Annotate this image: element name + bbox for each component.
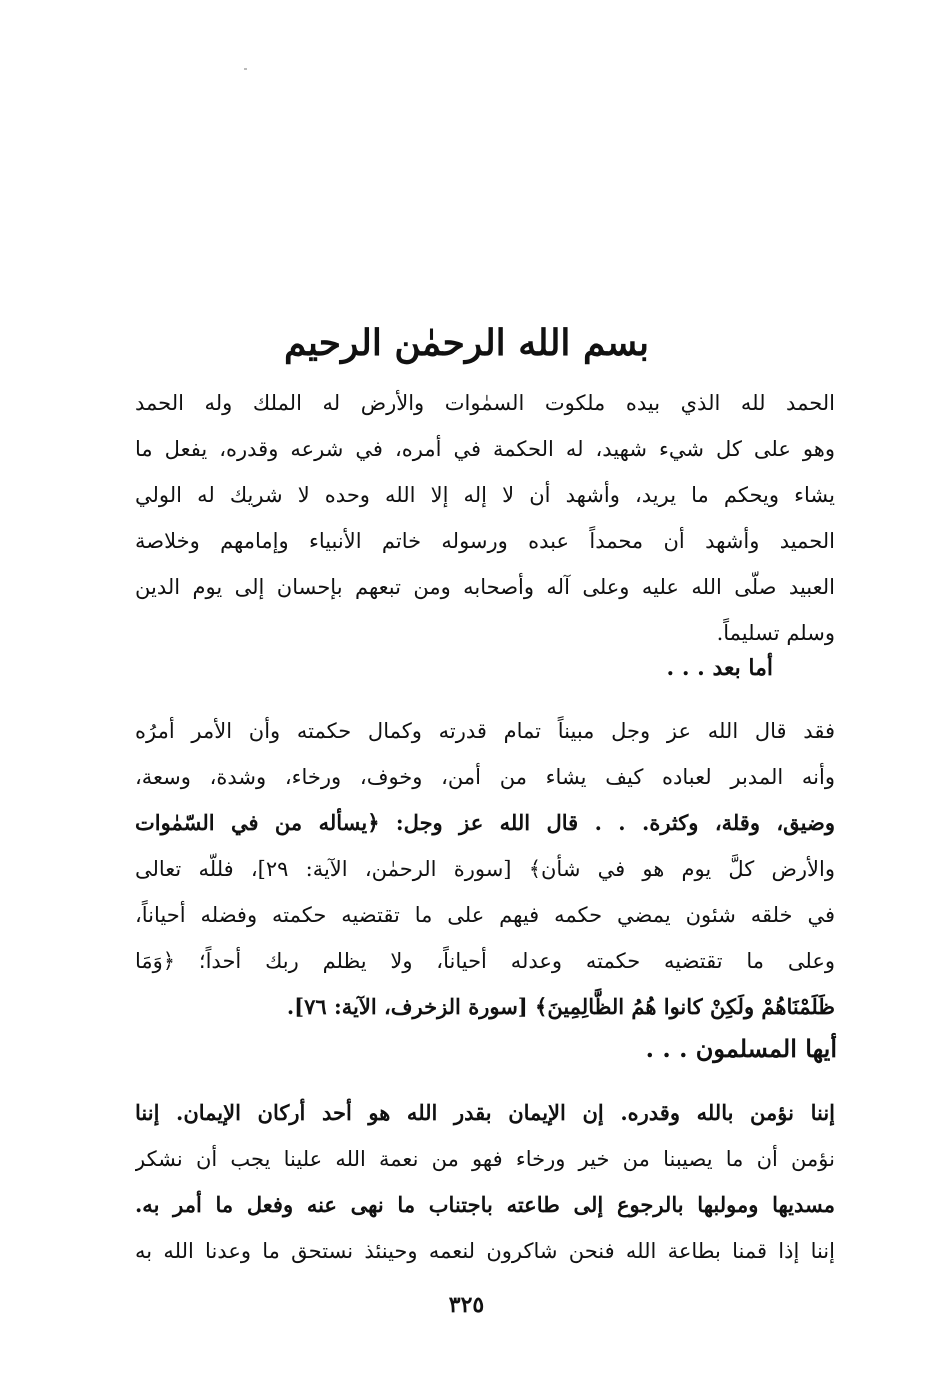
final-line: نؤمن أن ما يصيبنا من خير ورخاء فهو من نعمة الله علينا يجب أن نشكر [135, 1147, 835, 1171]
body-line: فقد قال الله عز وجل مبيناً تمام قدرته وكمال حكمته وأن الأمر أمرُه [135, 719, 835, 743]
final-line: إننا نؤمن بالله وقدره. إن الإيمان بقدر الله هو أحد أركان الإيمان. إننا [135, 1100, 835, 1125]
intro-line: الحميد وأشهد أن محمداً عبده ورسوله خاتم الأنبياء وإمامهم وخلاصة [135, 529, 835, 553]
basmala-title: بسم الله الرحمٰن الرحيم [283, 322, 650, 364]
amma-baad-heading: أما بعد . . . [666, 655, 773, 681]
body-line: وضيق، وقلة، وكثرة. . . قال الله عز وجل: ﴿يسأله من في السّمٰوات [135, 810, 835, 835]
intro-paragraph [135, 380, 835, 656]
intro-line: وهو على كل شيء شهيد، له الحكمة في أمره، في شرعه وقدره، يفعل ما [135, 437, 835, 461]
intro-line: الحمد لله الذي بيده ملكوت السمٰوات والأرض له الملك وله الحمد [135, 391, 835, 415]
scan-speck [244, 68, 247, 70]
intro-line: يشاء ويحكم ما يريد، وأشهد أن لا إله إلا الله وحده لا شريك له الولي [135, 483, 835, 507]
body-line: وعلى ما تقتضيه حكمته وعدله أحياناً، ولا يظلم ربك أحداً؛ ﴿وَمَا [135, 949, 835, 973]
body-line: في خلقه شئون يمضي حكمه فيهم على ما تقتضيه حكمته وفضله أحياناً، [135, 903, 835, 927]
page-number: ٣٢٥ [448, 1292, 485, 1318]
body-line: والأرض كلَّ يوم هو في شأن﴾ [سورة الرحمٰن، الآية: ٢٩]، فللّه تعالى [135, 857, 835, 881]
final-paragraph [135, 1090, 835, 1274]
final-line: مسديها ومولبها بالرجوع إلى طاعته باجتناب ما نهى عنه وفعل ما أمر به. [135, 1192, 835, 1217]
intro-line: العبيد صلّى الله عليه وعلى آله وأصحابه ومن تبعهم بإحسان إلى يوم الدين [135, 575, 835, 599]
body-paragraph [135, 708, 835, 1030]
body-line: وأنه المدبر لعباده كيف يشاء من أمن، وخوف، ورخاء، وشدة، وسعة، [135, 765, 835, 789]
body-line: ظَلَمْنَاهُمْ ولَكِنْ كانوا هُمُ الظَّالِمِينَ﴾ [سورة الزخرف، الآية: ٧٦]. [286, 994, 835, 1019]
muslims-heading: أيها المسلمون . . . [645, 1034, 837, 1063]
final-line: إننا إذا قمنا بطاعة الله فنحن شاكرون لنعمه وحينئذ نستحق ما وعدنا الله به [135, 1239, 835, 1263]
intro-line: وسلم تسليماً. [716, 621, 835, 645]
